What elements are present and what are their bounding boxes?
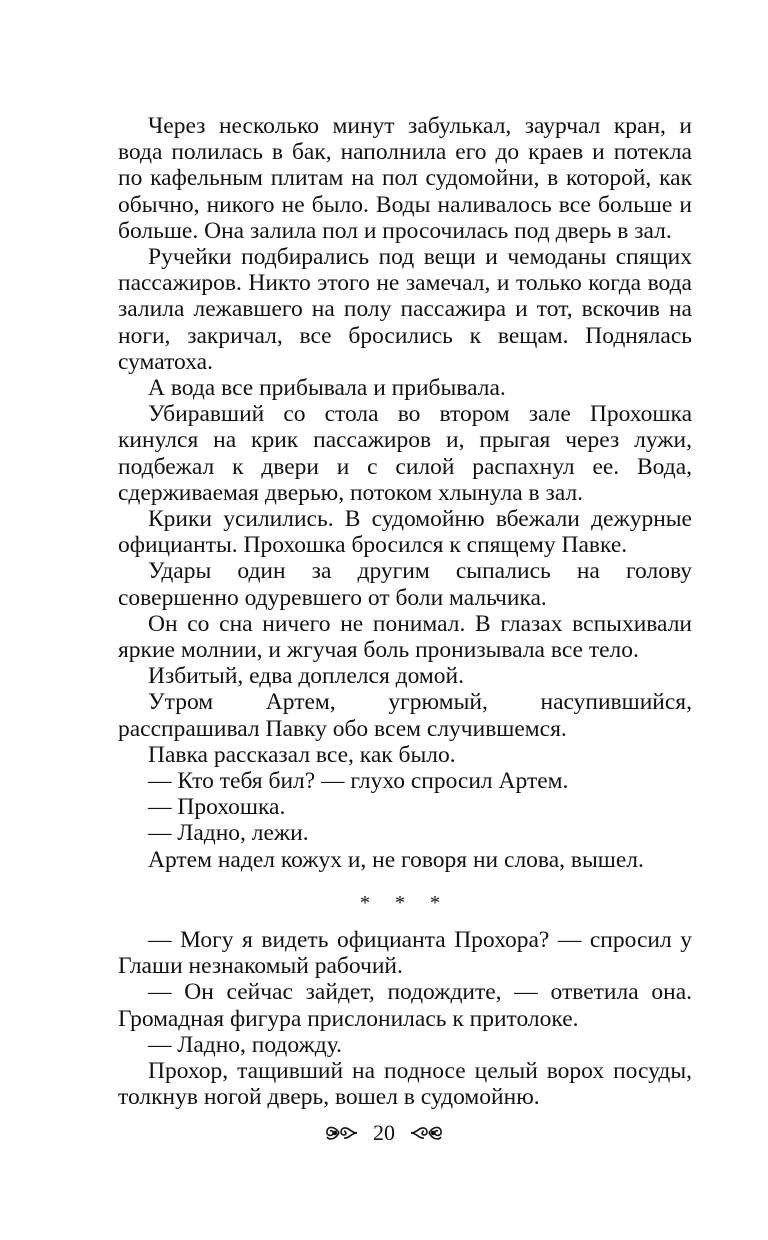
page-footer bbox=[0, 1120, 768, 1146]
paragraph: Артем надел кожух и, не говоря ни слова, вышел. bbox=[148, 846, 644, 873]
paragraph: Убиравший со стола во втором зале Прохошка кинулся на крик пассажиров и, прыгая через лужи, подбежал к двери и с силой распахнул ее. Вода, сдерживаемая дверью, потоком хлынула в зал. bbox=[118, 401, 692, 506]
floral-ornament-icon bbox=[323, 1122, 359, 1144]
paragraph: — Ладно, подожду. bbox=[148, 1031, 343, 1058]
paragraph: — Он сейчас зайдет, подождите, — ответила она. Громадная фигура прислонилась к притолоке. bbox=[118, 979, 692, 1032]
body-text bbox=[118, 113, 692, 1110]
paragraph: Прохор, тащивший на подносе целый ворох посуды, толкнув ногой дверь, вошел в судомойню. bbox=[118, 1057, 692, 1111]
page-number: 20 bbox=[373, 1120, 395, 1145]
paragraph: Удары один за другим сыпались на голову совершенно одуревшего от боли мальчика. bbox=[118, 558, 692, 611]
paragraph: Через несколько минут забулькал, заурчал кран, и вода полилась в бак, наполнила его до краев и потекла по кафельным плитам на пол судомойни, в которой, как обычно, никого не было. Воды наливалось все больше и больше. Она залила пол и просочилась под дверь в зал. bbox=[118, 113, 692, 244]
paragraph: Избитый, едва доплелся домой. bbox=[148, 663, 464, 690]
paragraph: Ручейки подбирались под вещи и чемоданы спящих пассажиров. Никто этого не замечал, и только когда вода залила лежавшего на полу пассажира и тот, вскочив на ноги, закричал, все бросились к вещам. Поднялась суматоха. bbox=[118, 244, 692, 375]
paragraph: — Прохошка. bbox=[148, 794, 286, 821]
paragraph: — Могу я видеть официанта Прохора? — спросил у Глаши незнакомый рабочий. bbox=[118, 926, 692, 980]
paragraph: Он со сна ничего не понимал. В глазах вспыхивали яркие молнии, и жгучая боль пронизывала все тело. bbox=[118, 610, 692, 664]
paragraph: — Ладно, лежи. bbox=[148, 820, 309, 847]
paragraph: Крики усилились. В судомойню вбежали дежурные официанты. Прохошка бросился к спящему Павке. bbox=[118, 506, 692, 559]
paragraph: Утром Артем, угрюмый, насупившийся, расспрашивал Павку обо всем случившемся. bbox=[118, 689, 692, 742]
section-separator: * * * bbox=[360, 891, 450, 914]
paragraph: Павка рассказал все, как было. bbox=[148, 741, 456, 768]
floral-ornament-icon bbox=[409, 1122, 445, 1144]
paragraph: — Кто тебя бил? — глухо спросил Артем. bbox=[148, 768, 569, 795]
paragraph: А вода все прибывала и прибывала. bbox=[148, 375, 506, 402]
